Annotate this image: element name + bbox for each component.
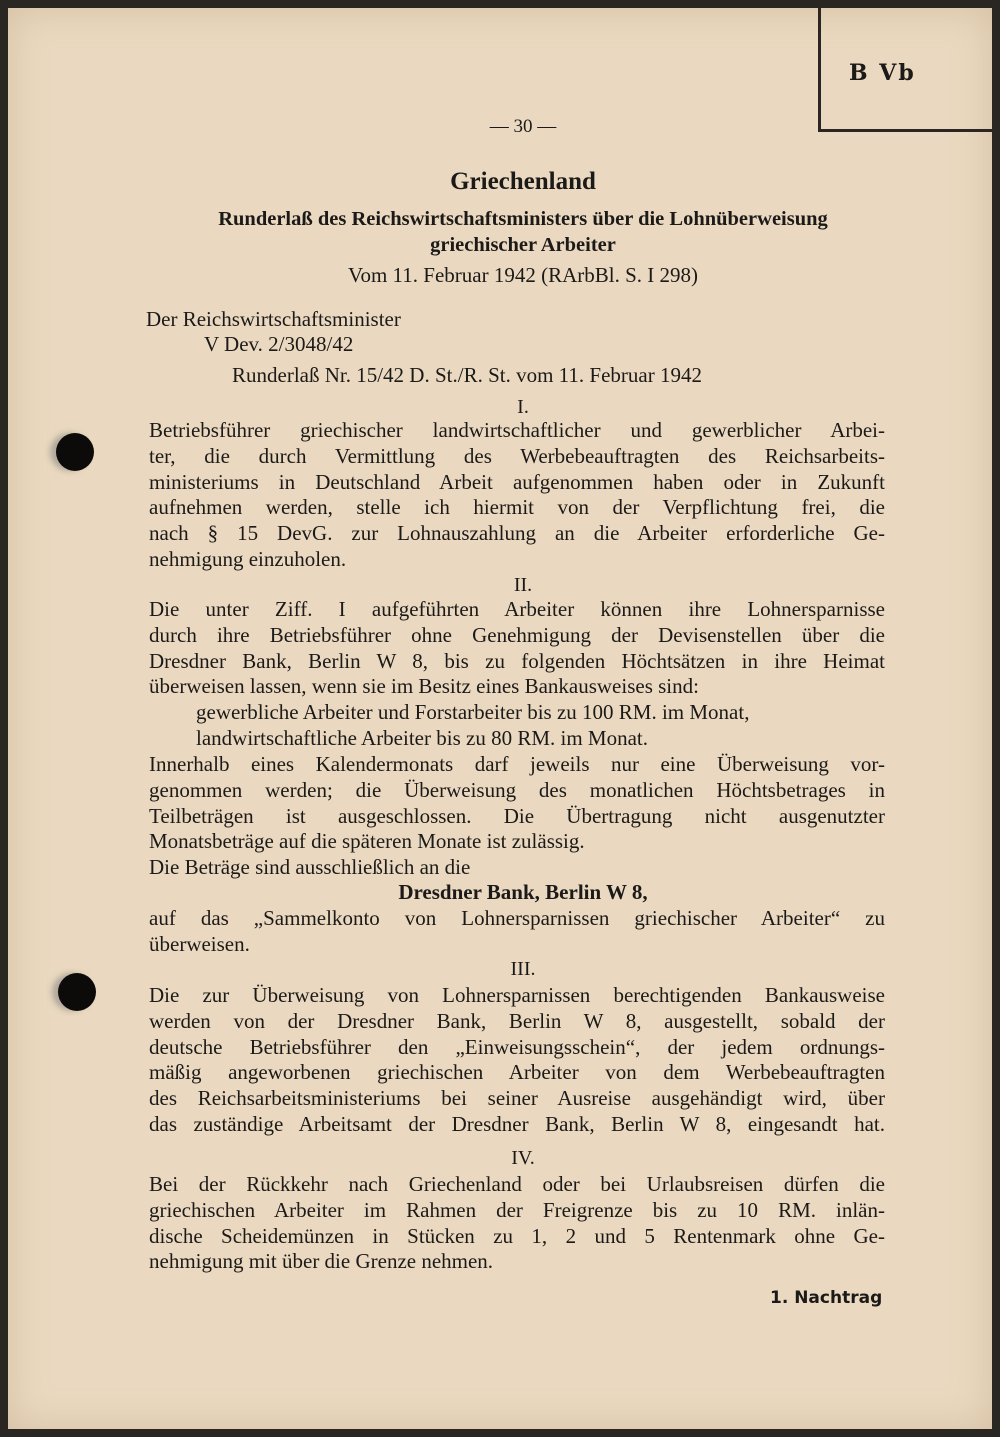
section-numeral: III. (510, 958, 536, 980)
section-4-text (149, 1172, 885, 1275)
text-line: Dresdner Bank, Berlin W 8, bis zu folgenden Höchtsätzen in ihre Heimat (149, 648, 885, 673)
section-1-text (149, 418, 885, 573)
text-line: ter, die durch Vermittlung des Werbebeauftragten des Reichsarbeits- (149, 443, 885, 468)
text-line: das zuständige Arbeitsamt der Dresdner Bank, Berlin W 8, eingesandt hat. (149, 1111, 885, 1136)
text-line: deutsche Betriebsführer den „Einweisungsschein“, der jedem ordnungs- (149, 1034, 885, 1059)
text-line: Die Beträge sind ausschließlich an die (149, 855, 471, 880)
text-line: überweisen. (149, 931, 250, 956)
subtitle-line: griechischer Arbeiter (430, 234, 616, 256)
text-line: nehmigung mit über die Grenze nehmen. (149, 1249, 494, 1274)
text-line: dische Scheidemünzen in Stücken zu 1, 2 und 5 Rentenmark ohne Ge- (149, 1223, 885, 1248)
text-line: Bei der Rückkehr nach Griechenland oder bei Urlaubsreisen dürfen die (149, 1172, 885, 1196)
limit-line: gewerbliche Arbeiter und Forstarbeiter bis zu 100 RM. im Monat, (196, 700, 750, 724)
section-numeral: IV. (511, 1147, 535, 1169)
issuer-name: Der Reichswirtschaftsminister (146, 307, 401, 331)
decree-reference: Runderlaß Nr. 15/42 D. St./R. St. vom 11. Februar 1942 (232, 363, 702, 387)
document-page (8, 8, 992, 1429)
text-line: Die zur Überweisung von Lohnersparnissen berechtigenden Bankausweise (149, 983, 885, 1007)
wage-limits (196, 700, 886, 752)
text-line: werden von der Dresdner Bank, Berlin W 8, ausgestellt, sobald der (149, 1008, 885, 1033)
issuer-reference: V Dev. 2/3048/42 (204, 332, 354, 356)
punch-hole (56, 433, 94, 471)
section-2-text (149, 597, 885, 700)
section-numeral: II. (513, 574, 533, 596)
date-line: Vom 11. Februar 1942 (RArbBl. S. I 298) (348, 263, 698, 287)
supplement-label: 1. Nachtrag (770, 1288, 883, 1308)
text-line: aufnehmen werden, stelle ich hiermit von der Verpflichtung frei, die (149, 495, 885, 520)
subtitle-line: Runderlaß des Reichswirtschaftsministers über die Lohnüberweisung (218, 208, 828, 230)
document-title: Griechenland (450, 168, 596, 195)
limit-line: landwirtschaftliche Arbeiter bis zu 80 RM. im Monat. (196, 725, 648, 750)
text-line: mäßig angeworbenen griechischen Arbeiter von dem Werbebeauftragten (149, 1060, 885, 1085)
text-line: des Reichsarbeitsministeriums bei seiner Ausreise ausgehändigt wird, über (149, 1086, 885, 1111)
text-line: Innerhalb eines Kalendermonats darf jeweils nur eine Überweisung vor- (149, 752, 885, 776)
text-line: durch ihre Betriebsführer ohne Genehmigung der Devisenstellen über die (149, 622, 885, 647)
text-line: nach § 15 DevG. zur Lohnauszahlung an die Arbeiter erforderliche Ge- (149, 521, 885, 546)
bank-name: Dresdner Bank, Berlin W 8, (398, 880, 648, 904)
text-line: griechischen Arbeiter im Rahmen der Freigrenze bis zu 10 RM. inlän- (149, 1197, 885, 1222)
text-line: Die unter Ziff. I aufgeführten Arbeiter können ihre Lohnersparnisse (149, 597, 885, 621)
text-line: Betriebsführer griechischer landwirtschaftlicher und gewerblicher Arbei- (149, 418, 885, 442)
text-line: Monatsbeträge auf die späteren Monate ist zulässig. (149, 829, 585, 854)
text-line: ministeriums in Deutschland Arbeit aufgenommen haben oder in Zukunft (149, 469, 885, 494)
text-line: auf das „Sammelkonto von Lohnersparnissen griechischer Arbeiter“ zu (149, 906, 885, 930)
section-3-text (149, 983, 885, 1138)
section-numeral: I. (517, 396, 529, 418)
text-line: Teilbeträgen ist ausgeschlossen. Die Übertragung nicht ausgenutzter (149, 803, 885, 828)
classification-box (818, 8, 992, 132)
classification-code: B Vb (849, 60, 916, 86)
text-line: überweisen lassen, wenn sie im Besitz eines Bankausweises sind: (149, 674, 699, 699)
page-number: — 30 — (489, 116, 557, 137)
section-2-text-b (149, 752, 885, 881)
section-2-text-c (149, 906, 885, 958)
text-line: nehmigung einzuholen. (149, 546, 347, 571)
text-line: genommen werden; die Überweisung des monatlichen Höchtsbetrages in (149, 777, 885, 802)
